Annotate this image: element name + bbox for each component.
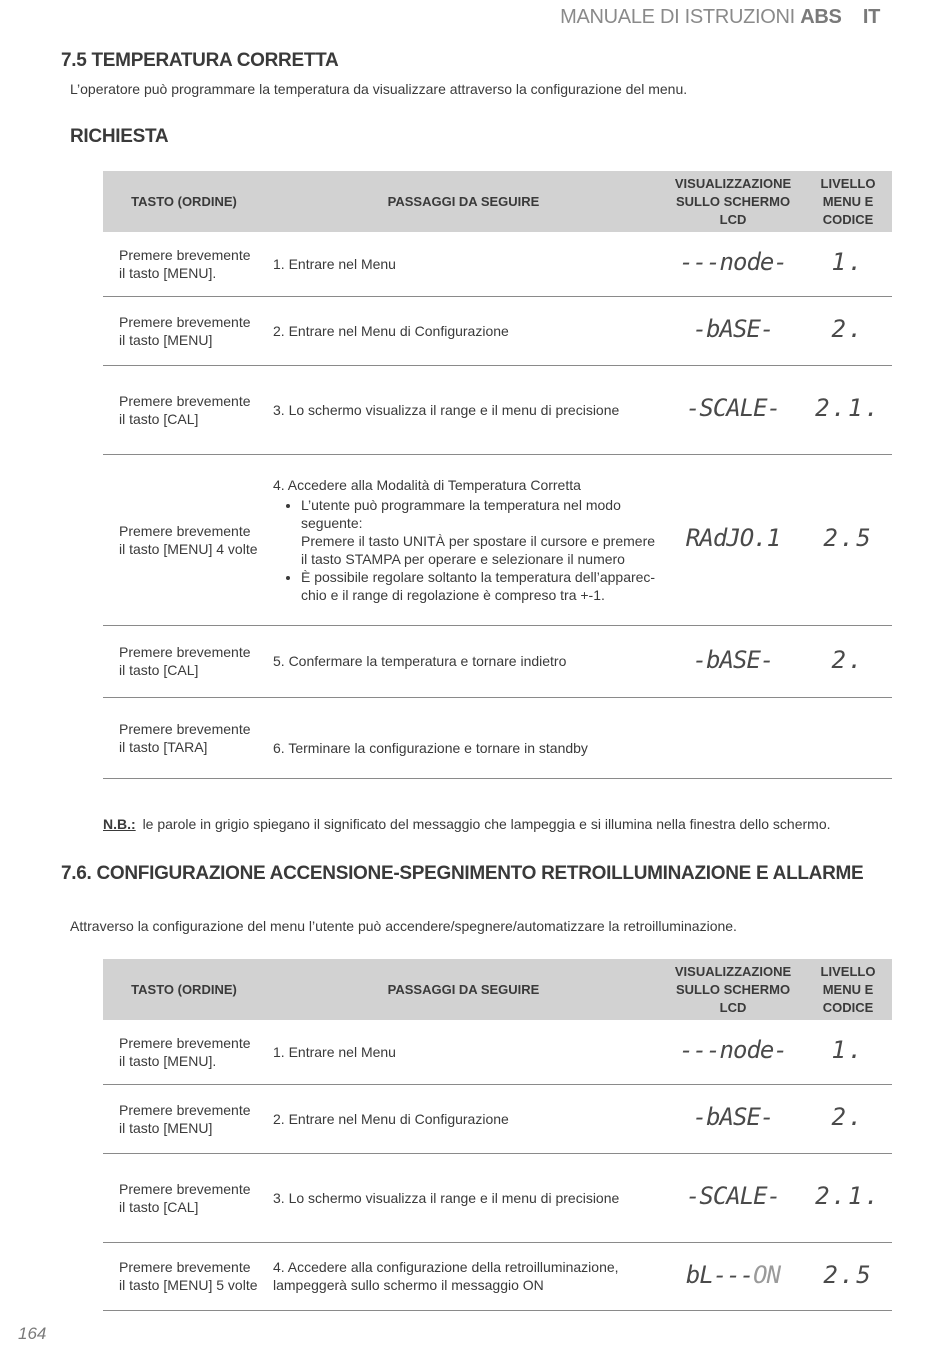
brand-name: ABS (800, 6, 842, 28)
lcd-display-text: ---node- (679, 1036, 787, 1065)
header-lcd-line3: LCD (719, 211, 747, 227)
header-key: TASTO (ORDINE) (103, 171, 265, 232)
lcd-display-text: -SCALE- (685, 394, 781, 422)
level-code: 1. (831, 248, 865, 277)
table-row (103, 296, 892, 365)
table-row (103, 454, 892, 625)
step-cell: 5. Confermare la temperatura e tornare indietro (265, 625, 662, 697)
step-cell: 1. Entrare nel Menu (265, 232, 662, 296)
table-row (103, 1242, 892, 1310)
header-lcd (662, 959, 804, 1020)
bullet-text: È possibile regolare soltanto la temperatura dell’apparec-chio e il range di regolazione è compreso tra +-1. (301, 568, 656, 603)
header-level-line1: LIVELLO (820, 175, 876, 191)
step-cell: 3. Lo schermo visualizza il range e il menu di precisione (265, 1153, 662, 1242)
key-cell: Premere brevemente il tasto [CAL] (103, 625, 265, 697)
header-level-line3: CODICE (822, 211, 874, 227)
step-cell: 6. Terminare la configurazione e tornare in standby (265, 697, 662, 778)
level-code: 2.1. (815, 394, 881, 422)
level-code: 2.5 (823, 1260, 873, 1289)
bullet-text: L’utente può programmare la temperatura nel modo seguente: (301, 496, 621, 531)
key-cell: Premere brevemente il tasto [CAL] (103, 365, 265, 454)
header-steps: PASSAGGI DA SEGUIRE (265, 171, 662, 232)
lcd-cell (662, 697, 804, 778)
lcd-display-text: RAdJO.1 (685, 524, 781, 552)
step-cell: 2. Entrare nel Menu di Configurazione (265, 296, 662, 365)
running-header (560, 6, 880, 29)
header-steps: PASSAGGI DA SEGUIRE (265, 959, 662, 1020)
lcd-cell (662, 625, 804, 697)
header-level-line2: MENU E (822, 193, 874, 209)
level-cell (804, 454, 892, 625)
lcd-display-text: -SCALE- (685, 1182, 781, 1210)
lcd-blinking-text: ON (753, 1260, 781, 1289)
key-cell: Premere brevemente il tasto [TARA] (103, 697, 265, 778)
lcd-cell (662, 365, 804, 454)
table-row (103, 625, 892, 697)
header-level (804, 171, 892, 232)
page-number: 164 (18, 1324, 47, 1343)
manual-title: MANUALE DI ISTRUZIONI (560, 6, 795, 28)
lcd-cell (662, 1153, 804, 1242)
lcd-cell (662, 454, 804, 625)
language-code: IT (862, 6, 880, 28)
header-level-line2: MENU E (822, 981, 874, 997)
key-cell: Premere brevemente il tasto [MENU] 4 volte (103, 454, 265, 625)
level-cell (804, 1084, 892, 1153)
note-text: le parole in grigio spiegano il significato del messaggio che lampeggia e si illumina nella finestra dello schermo. (142, 816, 831, 832)
lcd-cell (662, 296, 804, 365)
key-cell: Premere brevemente il tasto [CAL] (103, 1153, 265, 1242)
lcd-cell (662, 1242, 804, 1310)
bullet-item (301, 496, 656, 568)
level-cell (804, 1153, 892, 1242)
note-paragraph (103, 816, 831, 832)
lcd-display-text: -bASE- (692, 645, 774, 674)
header-lcd-line2: SULLO SCHERMO (675, 193, 791, 209)
step-text: 4. Accedere alla Modalità di Temperatura Corretta (273, 476, 581, 493)
table-row (103, 1084, 892, 1153)
lcd-main-text: bL--- (685, 1260, 754, 1289)
header-level (804, 959, 892, 1020)
section-title-7-5: 7.5 TEMPERATURA CORRETTA (61, 50, 339, 71)
step-cell: 3. Lo schermo visualizza il range e il menu di precisione (265, 365, 662, 454)
key-cell: Premere brevemente il tasto [MENU] (103, 296, 265, 365)
bullet-item (301, 568, 656, 604)
bullet-subtext: Premere il tasto UNITÀ per spostare il cursore e premere il tasto STAMPA per operare e selezionare il numero (301, 532, 656, 567)
header-lcd-line1: VISUALIZZAZIONE (674, 963, 792, 979)
table-header-row (103, 171, 892, 232)
subsection-title-richiesta: RICHIESTA (70, 126, 169, 147)
header-lcd-line2: SULLO SCHERMO (675, 981, 791, 997)
key-cell: Premere brevemente il tasto [MENU] (103, 1084, 265, 1153)
step-bullet-list (273, 496, 656, 604)
lcd-display-text: -bASE- (692, 315, 774, 343)
level-code: 2.5 (823, 524, 873, 552)
section-intro-7-6: Attraverso la configurazione del menu l’utente può accendere/spegnere/automatizzare la retroilluminazione. (70, 918, 737, 934)
step-cell (265, 1242, 662, 1310)
level-cell (804, 1020, 892, 1084)
steps-table-temperature (103, 171, 892, 779)
step-text-line2: lampeggerà sullo schermo il messaggio ON (273, 1277, 544, 1293)
level-cell (804, 365, 892, 454)
table-row (103, 697, 892, 778)
header-key: TASTO (ORDINE) (103, 959, 265, 1020)
section-intro-7-5: L’operatore può programmare la temperatura da visualizzare attraverso la configurazione del menu. (70, 81, 688, 97)
step-cell: 1. Entrare nel Menu (265, 1020, 662, 1084)
table-row (103, 232, 892, 296)
step-cell: 2. Entrare nel Menu di Configurazione (265, 1084, 662, 1153)
table-row (103, 1020, 892, 1084)
level-cell (804, 697, 892, 778)
header-lcd (662, 171, 804, 232)
header-level-line3: CODICE (822, 999, 874, 1015)
level-code: 2. (831, 315, 865, 343)
step-text-line1: 4. Accedere alla configurazione della retroilluminazione, (273, 1259, 619, 1275)
key-cell: Premere brevemente il tasto [MENU]. (103, 1020, 265, 1084)
table-row (103, 365, 892, 454)
table-row (103, 1153, 892, 1242)
lcd-display-text: -bASE- (692, 1103, 774, 1131)
level-cell (804, 296, 892, 365)
level-cell (804, 1242, 892, 1310)
lcd-display-text: ---node- (679, 248, 787, 277)
lcd-display-text (686, 1261, 780, 1289)
key-cell: Premere brevemente il tasto [MENU] 5 volte (103, 1242, 265, 1310)
level-code: 2. (831, 645, 865, 674)
lcd-cell (662, 1084, 804, 1153)
level-code: 2.1. (815, 1182, 881, 1210)
lcd-cell (662, 1020, 804, 1084)
step-cell (265, 454, 662, 625)
level-cell (804, 232, 892, 296)
level-code: 2. (831, 1103, 865, 1131)
note-label: N.B.: (103, 816, 136, 832)
key-cell: Premere brevemente il tasto [MENU]. (103, 232, 265, 296)
lcd-cell (662, 232, 804, 296)
level-code: 1. (831, 1036, 865, 1065)
header-lcd-line1: VISUALIZZAZIONE (674, 175, 792, 191)
steps-table-backlight (103, 959, 892, 1311)
header-level-line1: LIVELLO (820, 963, 876, 979)
level-cell (804, 625, 892, 697)
section-title-7-6: 7.6. CONFIGURAZIONE ACCENSIONE-SPEGNIMENTO RETROILLUMINAZIONE E ALLARME (61, 863, 864, 884)
header-lcd-line3: LCD (719, 999, 747, 1015)
table-header-row (103, 959, 892, 1020)
